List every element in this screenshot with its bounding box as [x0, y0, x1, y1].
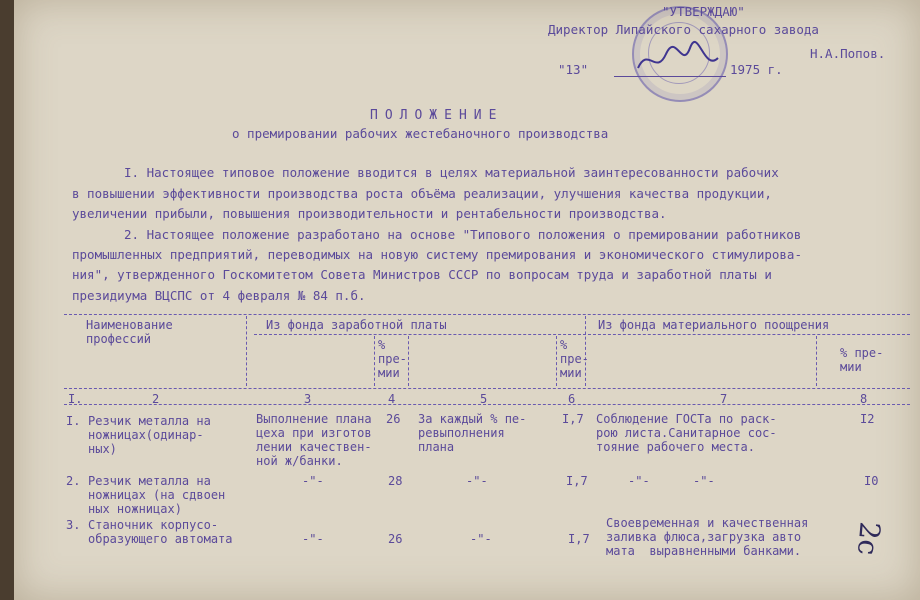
paragraph-line: I. Настоящее типовое положение вводится в целях материальной заинтересованности рабочих — [124, 165, 779, 180]
column-number: 8 — [860, 392, 868, 406]
row-profession: Резчик металла на ножницах (на сдвоен ных ножницах) — [88, 474, 226, 516]
table-divider — [816, 336, 817, 386]
document-subtitle: о премировании рабочих жестебаночного производства — [232, 126, 609, 141]
row-number: 3. — [66, 518, 81, 532]
table-divider — [246, 316, 247, 386]
table-rule — [64, 314, 910, 315]
row-premium-1: 26 — [386, 412, 401, 426]
row-material-condition: -"- -"- — [628, 474, 715, 488]
paragraph-line: ния", утвержденного Госкомитетом Совета Министров СССР по вопросам труда и заработной платы и — [72, 267, 772, 282]
approval-date-day: "13" — [558, 62, 589, 77]
column-number: 4 — [388, 392, 396, 406]
paragraph-line: промышленных предприятий, переводимых на новую систему премирования и экономического стимулирова- — [72, 247, 802, 262]
row-material-condition: Соблюдение ГОСТа по раск- рою листа.Санитарное сос- тояние рабочего места. — [596, 412, 777, 454]
row-premium-2: I,7 — [566, 474, 588, 488]
table-rule — [64, 388, 910, 389]
approval-name: Н.А.Попов. — [810, 46, 886, 61]
header-premium-pct-3: % пре- мии — [840, 346, 884, 374]
row-number: I. — [66, 414, 81, 428]
row-profession: Станочник корпусо- образующего автомата — [88, 518, 233, 546]
paragraph-line: президиума ВЦСПС от 4 февраля № 84 п.б. — [72, 288, 366, 303]
approval-director: Директор Липайского сахарного завода — [548, 22, 819, 37]
handwritten-signature — [632, 40, 722, 82]
header-premium-pct-2: % пре- мии — [560, 338, 589, 380]
row-condition: -"- — [302, 532, 324, 546]
column-number: 6 — [568, 392, 576, 406]
paragraph-line: увеличении прибыли, повышения производительности и рентабельности производства. — [72, 206, 667, 221]
approval-word: "УТВЕРЖДАЮ" — [662, 4, 745, 19]
row-condition: -"- — [302, 474, 324, 488]
table-divider — [374, 336, 375, 386]
row-extra: -"- — [466, 474, 488, 488]
handwritten-page-mark: 2с — [850, 520, 887, 557]
column-number: 5 — [480, 392, 488, 406]
header-material-fund: Из фонда материального поощрения — [598, 318, 830, 332]
row-number: 2. — [66, 474, 81, 488]
table-divider — [408, 336, 409, 386]
row-premium-2: I,7 — [568, 532, 590, 546]
binding-edge — [0, 0, 14, 600]
row-premium-1: 26 — [388, 532, 403, 546]
column-number: I. — [68, 392, 83, 406]
paragraph-line: 2. Настоящее положение разработано на основе "Типового положения о премировании работников — [124, 227, 802, 242]
row-material-condition: Своевременная и качественная заливка флюса,загрузка авто мата выравненными банками. — [606, 516, 809, 558]
approval-date-year: 1975 г. — [730, 62, 783, 77]
header-wage-fund: Из фонда заработной платы — [266, 318, 447, 332]
paragraph-line: в повышении эффективности производства роста объёма реализации, улучшения качества продукции, — [72, 186, 772, 201]
row-profession: Резчик металла на ножницах(одинар- ных) — [88, 414, 211, 456]
header-premium-pct: % пре- мии — [378, 338, 407, 380]
document-title: ПОЛОЖЕНИЕ — [370, 108, 504, 123]
document-page — [14, 0, 920, 600]
column-number: 2 — [152, 392, 160, 406]
row-premium-2: I,7 — [562, 412, 584, 426]
table-divider — [556, 336, 557, 386]
row-premium-3: I0 — [864, 474, 879, 488]
row-premium-1: 28 — [388, 474, 403, 488]
column-number: 7 — [720, 392, 728, 406]
column-number: 3 — [304, 392, 312, 406]
row-extra: -"- — [470, 532, 492, 546]
row-condition: Выполнение плана цеха при изготов лении качествен- ной ж/банки. — [256, 412, 372, 468]
header-profession: Наименование профессий — [86, 318, 173, 346]
row-premium-3: I2 — [860, 412, 875, 426]
table-rule — [254, 334, 910, 335]
row-extra: За каждый % пе- ревыполнения плана — [418, 412, 527, 454]
